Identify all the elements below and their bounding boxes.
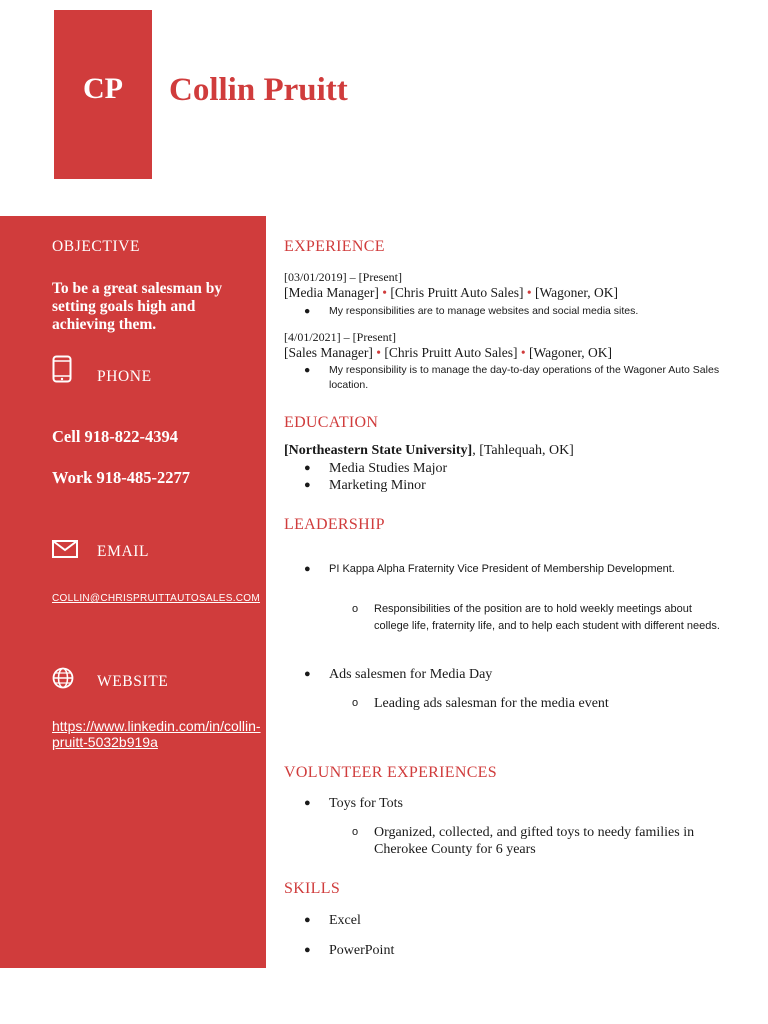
job-1-role: [Media Manager] [284, 285, 379, 300]
volunteer-sub-item: o Organized, collected, and gifted toys to needy families in Cherokee County for 6 years [352, 825, 695, 857]
website-link[interactable]: https://www.linkedin.com/in/collin-pruitt-5032b919a [52, 718, 261, 750]
email-link[interactable]: COLLIN@CHRISPRUITTAUTOSALES.COM [52, 593, 261, 604]
volunteer-title: VOLUNTEER EXPERIENCES [284, 764, 497, 781]
job-1-company: [Chris Pruitt Auto Sales] [390, 285, 524, 300]
website-heading: WEBSITE [97, 673, 169, 690]
bullet-marker: ● [304, 479, 311, 491]
job-2-location: [Wagoner, OK] [528, 345, 613, 360]
volunteer-item: ● Toys for Tots [304, 796, 404, 811]
leadership-item-1: ● PI Kappa Alpha Fraternity Vice President of Membership Development. [304, 561, 724, 578]
job-1-role-line [284, 285, 618, 301]
phone-heading: PHONE [97, 368, 152, 385]
sub-bullet-marker: o [352, 603, 359, 615]
education-item: ● Media Studies Major [304, 461, 448, 476]
bullet-marker: ● [304, 668, 311, 680]
bullet-marker: ● [304, 305, 311, 317]
leadership-title: LEADERSHIP [284, 516, 385, 533]
email-icon [52, 540, 78, 558]
job-1-dates: [03/01/2019] – [Present] [284, 270, 402, 284]
job-2-role: [Sales Manager] [284, 345, 373, 360]
bullet-marker: ● [304, 364, 311, 376]
education-school-line [284, 443, 574, 459]
monogram-initials: CP [83, 72, 123, 105]
phone-cell: Cell 918-822-4394 [52, 427, 179, 446]
sub-bullet-marker: o [352, 697, 359, 709]
separator-dot: • [376, 345, 381, 360]
phone-work: Work 918-485-2277 [52, 468, 190, 487]
skills-title: SKILLS [284, 880, 341, 897]
phone-icon [52, 355, 72, 383]
separator-dot: • [526, 285, 532, 300]
job-2-role-line [284, 345, 612, 361]
job-1-bullet: ● My responsibilities are to manage websites and social media sites. [304, 305, 639, 317]
skill-item: ● Excel [304, 913, 361, 928]
school-location: , [Tahlequah, OK] [472, 443, 574, 458]
job-1-location: [Wagoner, OK] [534, 285, 619, 300]
leadership-sub-item-1: o Responsibilities of the position are to hold weekly meetings about college life, fraternity life, and to help each student with different needs. [352, 603, 720, 632]
email-heading: EMAIL [97, 543, 150, 560]
education-item: ● Marketing Minor [304, 478, 426, 493]
leadership-item-2: ● Ads salesmen for Media Day [304, 667, 493, 682]
skill-item: ● PowerPoint [304, 943, 395, 958]
job-2-bullet: ● My responsibility is to manage the day-to-day operations of the Wagoner Auto Sales location. [304, 364, 720, 391]
bullet-marker: ● [304, 462, 311, 474]
bullet-marker: ● [304, 944, 311, 956]
bullet-marker: ● [304, 797, 311, 809]
leadership-sub-item-2: o Leading ads salesman for the media event [352, 696, 609, 711]
bullet-marker: ● [304, 563, 311, 575]
globe-icon [52, 667, 74, 689]
job-2-company: [Chris Pruitt Auto Sales] [384, 345, 518, 360]
separator-dot: • [382, 285, 387, 300]
education-title: EDUCATION [284, 414, 379, 431]
job-2-dates: [4/01/2021] – [Present] [284, 330, 396, 344]
objective-heading: OBJECTIVE [52, 238, 141, 255]
objective-text: To be a great salesman by setting goals high and achieving them. [52, 280, 223, 333]
sub-bullet-marker: o [352, 826, 359, 838]
candidate-name: Collin Pruitt [169, 72, 348, 108]
separator-dot: • [520, 345, 526, 360]
bullet-marker: ● [304, 914, 311, 926]
school-name: [Northeastern State University] [284, 443, 473, 458]
experience-title: EXPERIENCE [284, 238, 385, 255]
